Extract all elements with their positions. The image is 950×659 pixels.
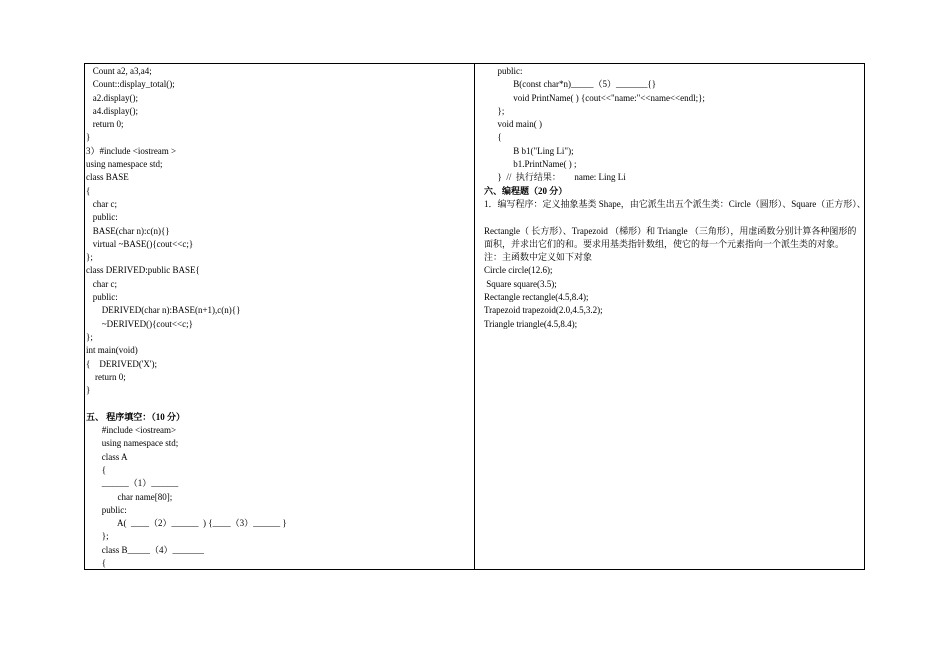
- text-line: virtual ~BASE(){cout<<c;}: [86, 238, 194, 249]
- text-line: int main(void): [86, 345, 138, 356]
- text-line: };: [86, 531, 109, 542]
- text-line: B b1("Ling Li");: [484, 145, 574, 156]
- text-line: {: [86, 557, 107, 568]
- text-line: }: [86, 132, 91, 143]
- text-line: b1.PrintName( ) ;: [484, 159, 577, 170]
- text-line: };: [484, 105, 505, 116]
- text-line: 3）#include <iostream >: [86, 145, 177, 156]
- text-line: {: [86, 185, 91, 196]
- text-line: DERIVED(char n):BASE(n+1),c(n){}: [86, 305, 241, 316]
- left-column: [86, 65, 287, 570]
- text-line: class A: [86, 451, 128, 462]
- text-line: public:: [86, 504, 127, 515]
- column-divider: [474, 63, 475, 570]
- text-line: Circle circle(12.6);: [484, 265, 553, 276]
- text-line: class B_____（4）_______: [86, 544, 204, 555]
- section-heading: 五、 程序填空：（10 分）: [86, 411, 186, 422]
- text-line: Trapezoid trapezoid(2.0,4.5,3.2);: [484, 305, 603, 316]
- text-line: Count a2, a3,a4;: [86, 66, 152, 76]
- text-line: void PrintName( ) {cout<<"name:"<<name<<endl;};: [484, 92, 705, 103]
- text-line: B(const char*n)_____（5）_______{}: [484, 79, 657, 90]
- text-line: Square square(3.5);: [484, 278, 557, 289]
- text-line: return 0;: [86, 119, 124, 130]
- text-line: ~DERIVED(){cout<<c;}: [86, 318, 193, 329]
- text-line: { DERIVED('X');: [86, 358, 158, 369]
- text-line: 面积，并求出它们的和。要求用基类指针数组，使它的每一个元素指向一个派生类的对象。: [484, 238, 845, 249]
- text-line: void main( ): [484, 119, 542, 130]
- text-line: ______（1）______: [86, 478, 179, 489]
- text-line: };: [86, 252, 93, 263]
- text-line: Rectangle（ 长方形）、Trapezoid （梯形）和 Triangle （三角形），用虚函数分别计算各种图形的: [484, 225, 857, 236]
- text-line: char c;: [86, 198, 117, 209]
- text-line: public:: [484, 66, 523, 76]
- text-line: return 0;: [86, 371, 126, 382]
- text-line: 1．编写程序：定义抽象基类 Shape，由它派生出五个派生类：Circle（圆形）、Square（正方形）、: [484, 198, 866, 209]
- text-line: using namespace std;: [86, 438, 179, 449]
- text-line: Rectangle rectangle(4.5,8.4);: [484, 292, 589, 303]
- text-line: BASE(char n):c(n){}: [86, 225, 170, 236]
- text-line: a2.display();: [86, 92, 138, 103]
- text-line: A( ____（2）______ ) {____（3）______ }: [86, 518, 287, 529]
- right-column: [484, 65, 866, 331]
- text-line: public:: [86, 292, 118, 303]
- text-line: using namespace std;: [86, 159, 163, 170]
- text-line: char name[80];: [86, 491, 173, 502]
- text-line: } // 执行结果： name: Ling Li: [484, 172, 626, 183]
- text-line: [86, 397, 287, 410]
- text-line: class BASE: [86, 172, 129, 183]
- text-line: }: [86, 385, 91, 396]
- text-line: class DERIVED:public BASE{: [86, 265, 200, 276]
- text-line: char c;: [86, 278, 117, 289]
- text-line: a4.display();: [86, 105, 138, 116]
- text-line: 注：主函数中定义如下对象: [484, 252, 593, 263]
- text-line: Count::display_total();: [86, 79, 175, 90]
- text-line: {: [86, 464, 107, 475]
- text-line: #include <iostream>: [86, 425, 177, 436]
- text-line: [484, 211, 866, 224]
- text-line: };: [86, 331, 93, 342]
- text-line: public:: [86, 212, 118, 223]
- text-line: {: [484, 132, 502, 143]
- text-line: Triangle triangle(4.5,8.4);: [484, 318, 578, 329]
- section-heading: 六、编程题（20 分）: [484, 185, 568, 196]
